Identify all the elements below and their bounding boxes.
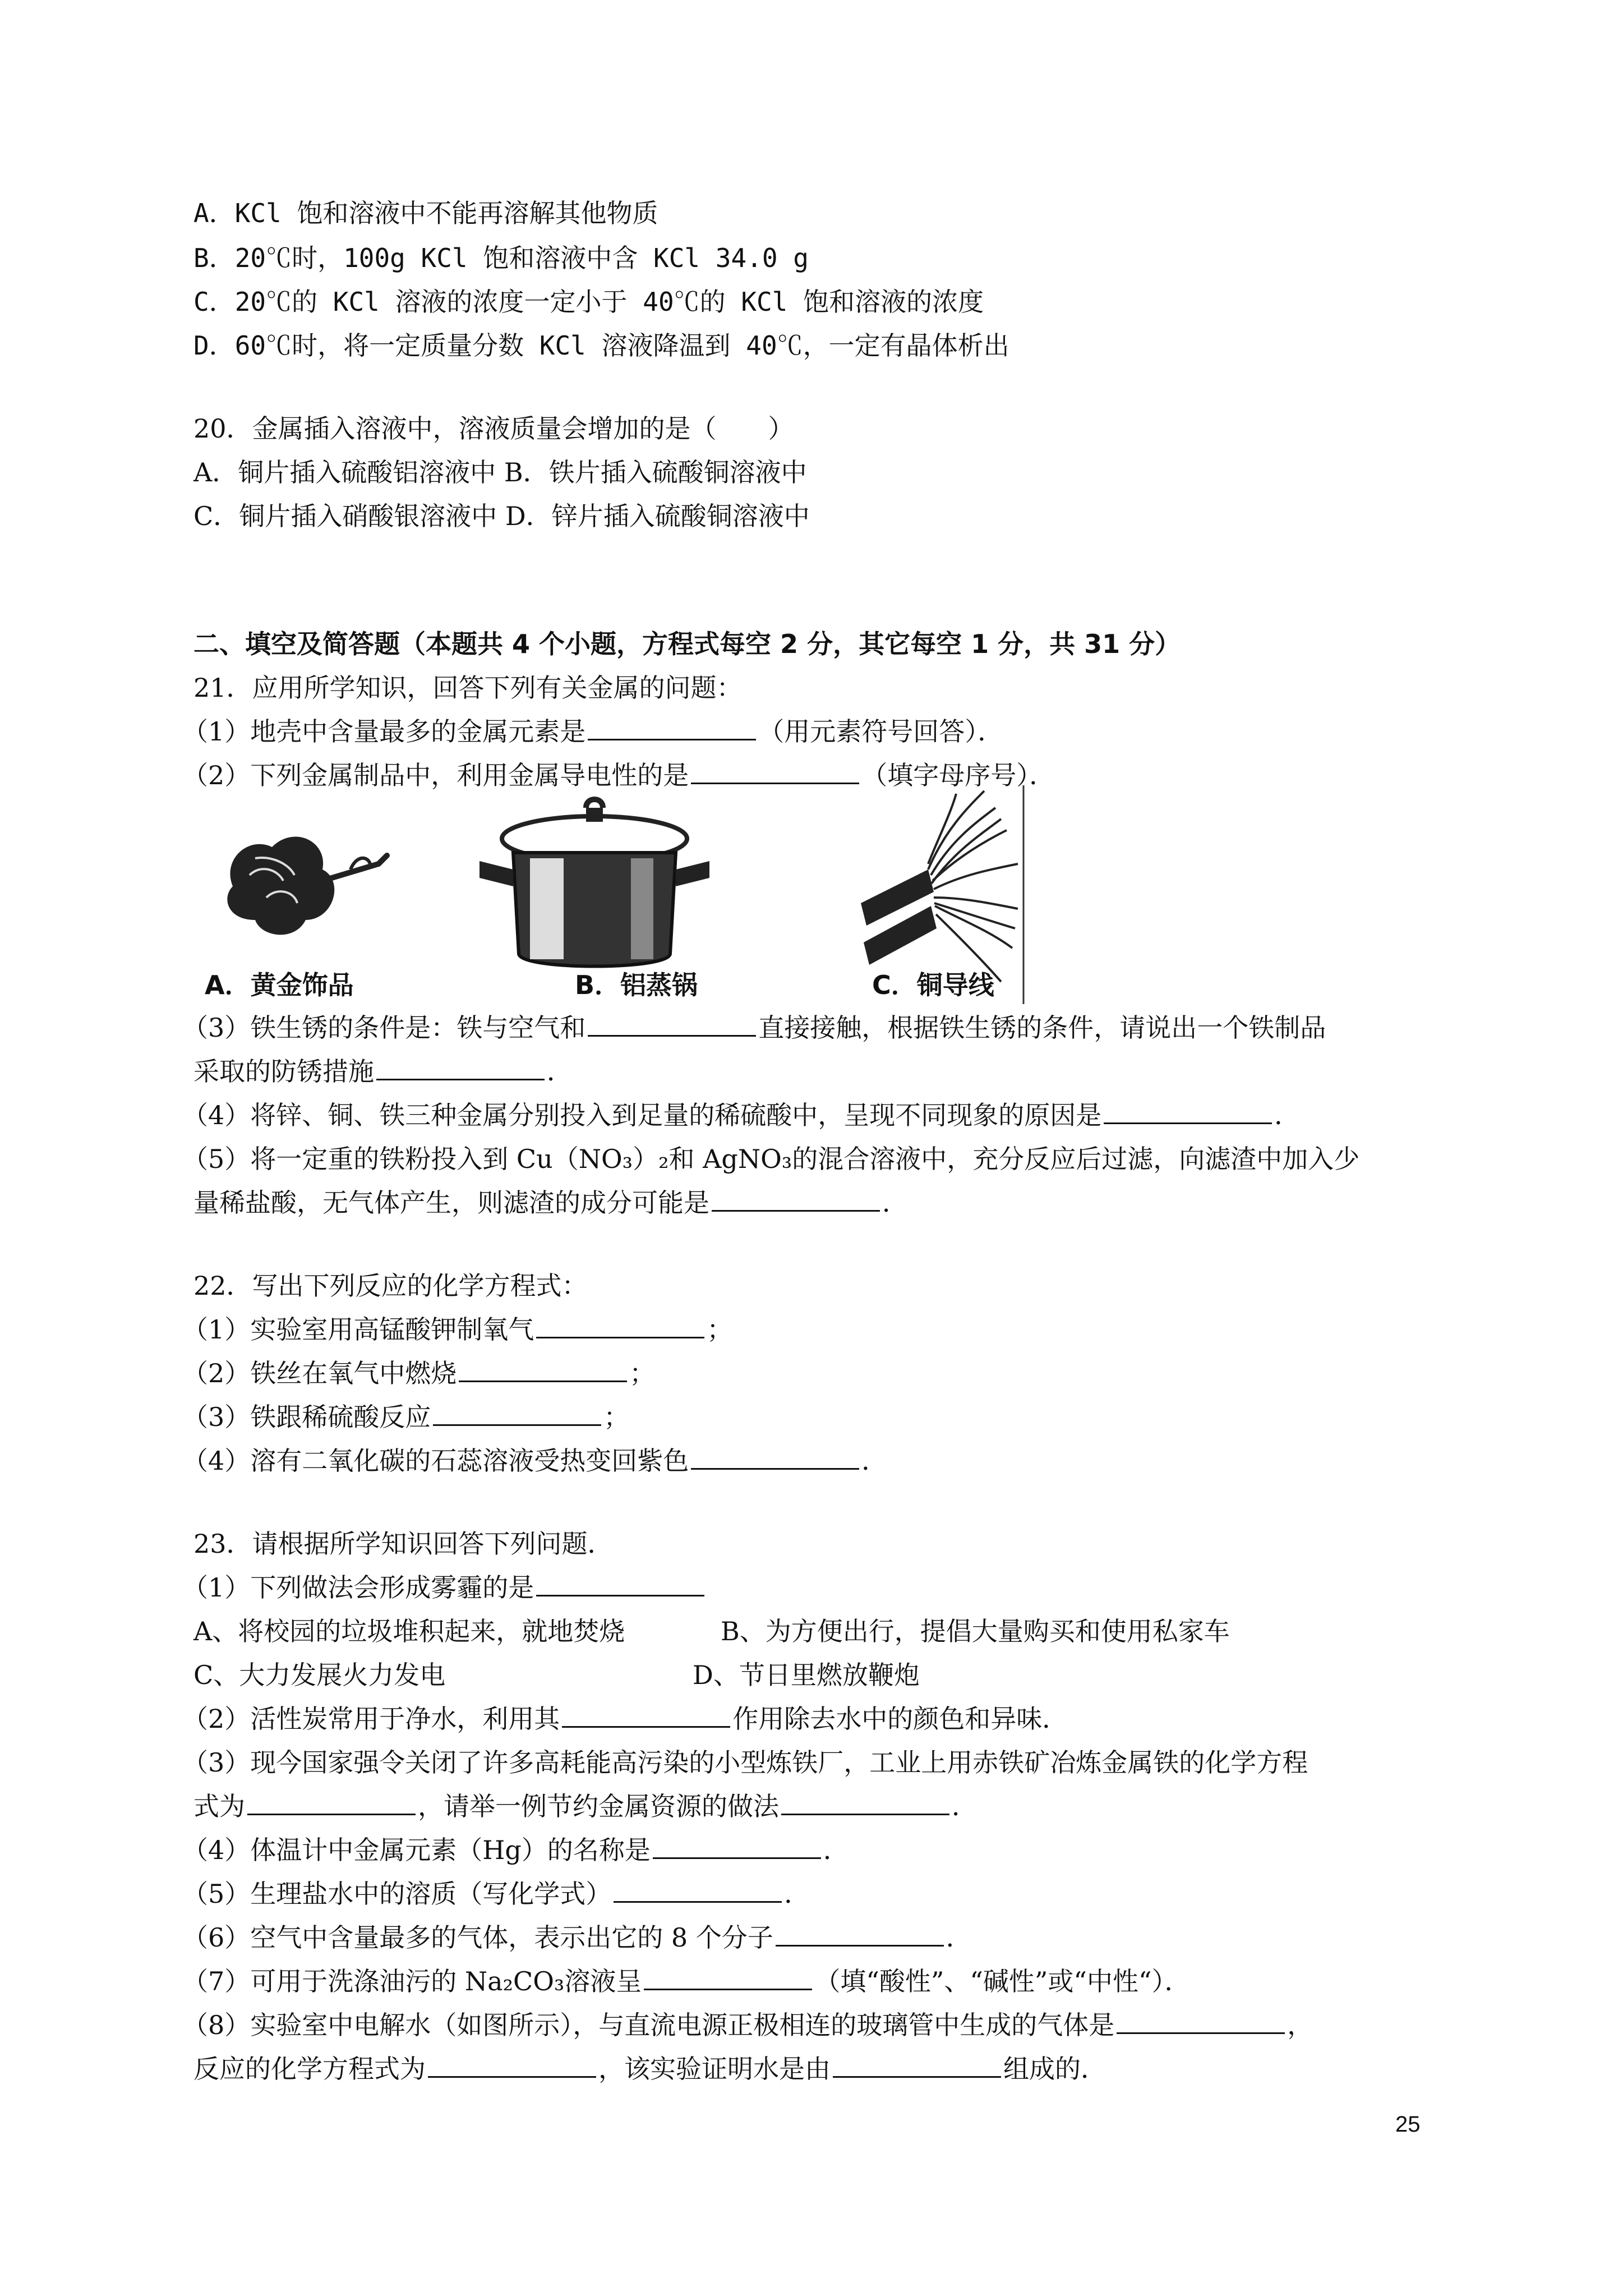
q21-part3-text3: 采取的防锈措施 (193, 1056, 374, 1087)
answer-blank[interactable] (536, 1314, 704, 1338)
q19-option-c: C．20℃的 KCl 溶液的浓度一定小于 40℃的 KCl 饱和溶液的浓度 (193, 287, 984, 317)
q21-part2-text: （2）下列金属制品中，利用金属导电性的是 (182, 760, 689, 790)
q23-part8-text3: ，该实验证明水是由 (598, 2054, 831, 2084)
q23-part6 (182, 1921, 972, 1954)
answer-blank[interactable] (712, 1188, 880, 1212)
q22-item-text: （1）实验室用高锰酸钾制氧气 (182, 1314, 534, 1345)
answer-blank[interactable] (691, 760, 859, 784)
q23-part3: （3）现今国家强令关闭了许多高耗能高污染的小型炼铁厂，工业上用赤铁矿冶炼金属铁的化学方程 (182, 1747, 1308, 1778)
q23-part8-punct: ， (1287, 2010, 1313, 2040)
q19-option-b: B．20℃时，100g KCl 饱和溶液中含 KCl 34.0 g (193, 243, 809, 273)
q21-part1-text: （1）地壳中含量最多的金属元素是 (182, 716, 586, 747)
answer-blank[interactable] (691, 1446, 859, 1470)
q23-part2-suffix: 作用除去水中的颜色和异味． (732, 1704, 1068, 1734)
answer-blank[interactable] (536, 1572, 704, 1596)
q22-item-suffix: ； (603, 1402, 630, 1432)
q23-part5-suffix: ． (784, 1879, 810, 1909)
gold-ornament-image (227, 836, 387, 935)
answer-blank[interactable] (776, 1922, 944, 1947)
metal-products-figure (199, 785, 1029, 1004)
q21-part2-suffix: （填字母序号）． (861, 760, 1055, 790)
q22-item-4 (182, 1444, 887, 1478)
answer-blank[interactable] (428, 2054, 596, 2078)
q21-part4-suffix: ． (1274, 1100, 1301, 1130)
answer-blank[interactable] (644, 1966, 812, 1990)
q22-item-text: （3）铁跟稀硫酸反应 (182, 1402, 431, 1432)
answer-blank[interactable] (562, 1704, 730, 1728)
q21-part5: （5）将一定重的铁粉投入到 Cu（NO₃）₂和 AgNO₃的混合溶液中，充分反应后过滤，向滤渣中加入少 (182, 1144, 1360, 1174)
figure-label-c: C．铜导线 (872, 970, 994, 1000)
figure-label-a: A．黄金饰品 (205, 970, 354, 1000)
q23-option-a: A、将校园的垃圾堆积起来，就地焚烧 (193, 1616, 625, 1646)
figure-label-b: B．铝蒸锅 (575, 970, 698, 1000)
q23-option-d: D、节日里燃放鞭炮 (693, 1660, 920, 1690)
answer-blank[interactable] (1117, 2010, 1285, 2034)
q23-part3-text2: ，请举一例节约金属资源的做法 (418, 1791, 779, 1821)
q21-part5-suffix: ． (882, 1188, 908, 1218)
answer-blank[interactable] (247, 1791, 416, 1815)
q21-part3-text: （3）铁生锈的条件是：铁与空气和 (182, 1013, 586, 1043)
q21-part3 (182, 1011, 1326, 1045)
q23-part7-text: （7）可用于洗涤油污的 Na₂CO₃溶液呈 (182, 1966, 642, 1996)
q23-part5 (182, 1877, 810, 1911)
answer-blank[interactable] (1104, 1100, 1272, 1124)
q23-stem: 23．请根据所学知识回答下列问题． (193, 1529, 614, 1559)
q23-part8-cont (193, 2052, 1106, 2086)
q23-part6-suffix: ． (946, 1922, 972, 1953)
q22-item-suffix: ； (629, 1358, 656, 1388)
page-number: 25 (1395, 2112, 1421, 2137)
q19-option-a: A．KCl 饱和溶液中不能再溶解其他物质 (193, 198, 658, 228)
answer-blank[interactable] (588, 1013, 756, 1037)
q23-part3-suffix: ． (952, 1791, 978, 1821)
answer-blank[interactable] (588, 716, 756, 740)
answer-blank[interactable] (376, 1056, 545, 1080)
q21-part4-text: （4）将锌、铜、铁三种金属分别投入到足量的稀硫酸中，呈现不同现象的原因是 (182, 1100, 1102, 1130)
q22-item-3 (182, 1400, 629, 1434)
q23-part4-suffix: ． (823, 1835, 849, 1865)
q22-item-suffix: ． (861, 1446, 888, 1476)
q23-part5-text: （5）生理盐水中的溶质（写化学式） (182, 1879, 612, 1909)
q20-stem: 20．金属插入溶液中，溶液质量会增加的是（ ） (193, 413, 794, 444)
q23-part8 (182, 2008, 1313, 2042)
q23-part1 (182, 1571, 707, 1604)
q21-part5-text: 量稀盐酸，无气体产生，则滤渣的成分可能是 (193, 1188, 709, 1218)
section-heading: 二、填空及简答题（本题共 4 个小题，方程式每空 2 分，其它每空 1 分，共 31 分） (193, 629, 1181, 659)
q21-part3-suffix: ． (547, 1056, 573, 1087)
q22-item-text: （4）溶有二氧化碳的石蕊溶液受热变回紫色 (182, 1446, 689, 1476)
q23-part1-text: （1）下列做法会形成雾霾的是 (182, 1572, 534, 1603)
q23-option-c: C、大力发展火力发电 (193, 1660, 446, 1690)
q23-part4 (182, 1833, 849, 1867)
q23-part3-cont (193, 1789, 978, 1823)
q23-option-b: B、为方便出行，提倡大量购买和使用私家车 (721, 1616, 1230, 1646)
q23-part2-text: （2）活性炭常用于净水，利用其 (182, 1704, 560, 1734)
aluminum-pot-image (479, 799, 709, 967)
q21-part3-text2: 直接接触，根据铁生锈的条件，请说出一个铁制品 (758, 1013, 1326, 1043)
q21-part1 (182, 715, 1003, 748)
q21-stem: 21．应用所学知识，回答下列有关金属的问题： (193, 673, 743, 703)
q23-part6-text: （6）空气中含量最多的气体，表示出它的 8 个分子 (182, 1922, 773, 1953)
q21-part1-suffix: （用元素符号回答）． (758, 716, 1004, 747)
q19-option-d: D．60℃时，将一定质量分数 KCl 溶液降温到 40℃，一定有晶体析出 (193, 330, 1009, 361)
answer-blank[interactable] (781, 1791, 949, 1815)
answer-blank[interactable] (614, 1879, 782, 1903)
q20-options-cd: C．铜片插入硝酸银溶液中 D．锌片插入硫酸铜溶液中 (193, 501, 810, 531)
q22-item-1 (182, 1313, 732, 1346)
q23-part8-text: （8）实验室中电解水（如图所示），与直流电源正极相连的玻璃管中生成的气体是 (182, 2010, 1115, 2040)
copper-wire-image (861, 791, 1018, 982)
q23-part4-text: （4）体温计中金属元素（Hg）的名称是 (182, 1835, 651, 1865)
q23-part8-suffix: 组成的． (1003, 2054, 1106, 2084)
q21-part4 (182, 1098, 1300, 1132)
answer-blank[interactable] (459, 1358, 627, 1382)
q23-part8-text2: 反应的化学方程式为 (193, 2054, 426, 2084)
q21-part3-cont (193, 1055, 573, 1088)
q23-part7-suffix: （填“酸性”、“碱性”或“中性“）． (814, 1966, 1191, 1996)
q23-part7 (182, 1964, 1190, 1998)
q20-options-ab: A．铜片插入硫酸铝溶液中 B．铁片插入硫酸铜溶液中 (193, 457, 807, 487)
q21-part5-cont (193, 1186, 908, 1220)
q22-stem: 22．写出下列反应的化学方程式： (193, 1271, 588, 1301)
q22-item-2 (182, 1356, 655, 1390)
answer-blank[interactable] (433, 1402, 601, 1426)
answer-blank[interactable] (833, 2054, 1001, 2078)
q22-item-text: （2）铁丝在氧气中燃烧 (182, 1358, 457, 1388)
answer-blank[interactable] (653, 1835, 821, 1859)
q23-part2 (182, 1702, 1068, 1736)
q22-item-suffix: ； (707, 1314, 733, 1345)
q23-part3-text: 式为 (193, 1791, 245, 1821)
